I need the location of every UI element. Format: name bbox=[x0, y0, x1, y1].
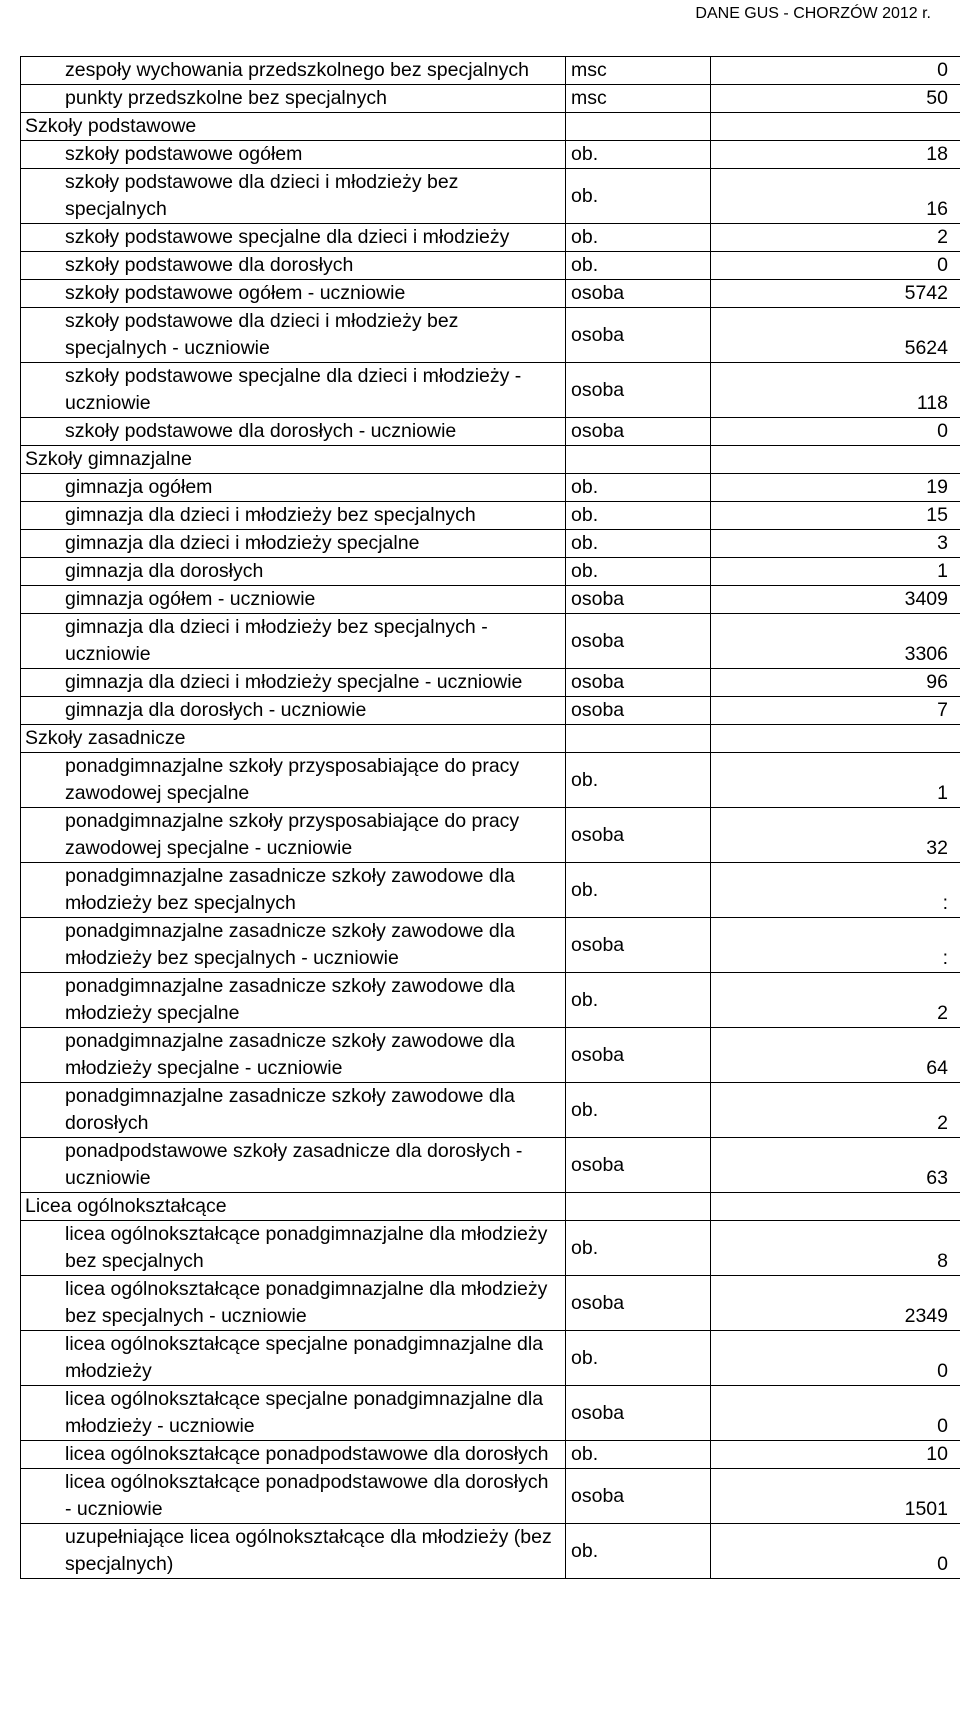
table-row bbox=[21, 1331, 960, 1386]
row-label: ponadgimnazjalne zasadnicze szkoły zawodowe dla młodzieży bez specjalnych - uczniowie bbox=[21, 918, 566, 973]
table-row bbox=[21, 85, 960, 113]
row-value: 16 bbox=[711, 169, 960, 224]
row-label: Licea ogólnokształcące bbox=[21, 1193, 566, 1221]
row-value: 19 bbox=[711, 474, 960, 502]
row-value: 3409 bbox=[711, 586, 960, 614]
table-row bbox=[21, 1221, 960, 1276]
row-unit: ob. bbox=[566, 753, 711, 808]
row-unit: ob. bbox=[566, 1441, 711, 1469]
row-label: licea ogólnokształcące ponadgimnazjalne dla młodzieży bez specjalnych - uczniowie bbox=[21, 1276, 566, 1331]
row-label: gimnazja dla dzieci i młodzieży bez specjalnych - uczniowie bbox=[21, 614, 566, 669]
row-label: Szkoły podstawowe bbox=[21, 113, 566, 141]
row-value: 0 bbox=[711, 252, 960, 280]
row-label: gimnazja dla dzieci i młodzieży bez specjalnych bbox=[21, 502, 566, 530]
row-unit: ob. bbox=[566, 252, 711, 280]
row-unit: ob. bbox=[566, 973, 711, 1028]
row-label: szkoły podstawowe dla dzieci i młodzieży bez specjalnych - uczniowie bbox=[21, 308, 566, 363]
category-row bbox=[21, 113, 960, 141]
row-label: gimnazja dla dzieci i młodzieży specjalne bbox=[21, 530, 566, 558]
row-label: gimnazja dla dzieci i młodzieży specjalne - uczniowie bbox=[21, 669, 566, 697]
row-unit: ob. bbox=[566, 558, 711, 586]
row-label: licea ogólnokształcące specjalne ponadgimnazjalne dla młodzieży - uczniowie bbox=[21, 1386, 566, 1441]
row-unit bbox=[566, 113, 711, 141]
row-value bbox=[711, 446, 960, 474]
row-label: uzupełniające licea ogólnokształcące dla młodzieży (bez specjalnych) bbox=[21, 1524, 566, 1579]
row-value: 0 bbox=[711, 1331, 960, 1386]
table-row bbox=[21, 418, 960, 446]
row-value: : bbox=[711, 863, 960, 918]
row-label: punkty przedszkolne bez specjalnych bbox=[21, 85, 566, 113]
row-value: 0 bbox=[711, 418, 960, 446]
table-row bbox=[21, 1138, 960, 1193]
table-row bbox=[21, 57, 960, 85]
row-label: zespoły wychowania przedszkolnego bez specjalnych bbox=[21, 57, 566, 85]
row-value: 63 bbox=[711, 1138, 960, 1193]
row-unit bbox=[566, 446, 711, 474]
row-unit: osoba bbox=[566, 308, 711, 363]
row-unit bbox=[566, 725, 711, 753]
row-unit: osoba bbox=[566, 1138, 711, 1193]
row-label: ponadgimnazjalne szkoły przysposabiające do pracy zawodowej specjalne - uczniowie bbox=[21, 808, 566, 863]
row-label: licea ogólnokształcące ponadgimnazjalne dla młodzieży bez specjalnych bbox=[21, 1221, 566, 1276]
row-value: 0 bbox=[711, 1386, 960, 1441]
row-unit: osoba bbox=[566, 1469, 711, 1524]
table-row bbox=[21, 1083, 960, 1138]
table-row bbox=[21, 474, 960, 502]
table-row bbox=[21, 141, 960, 169]
table-row bbox=[21, 614, 960, 669]
row-value bbox=[711, 113, 960, 141]
row-unit: ob. bbox=[566, 141, 711, 169]
table-row bbox=[21, 1386, 960, 1441]
row-value bbox=[711, 1193, 960, 1221]
category-row bbox=[21, 725, 960, 753]
table-row bbox=[21, 252, 960, 280]
row-value: 15 bbox=[711, 502, 960, 530]
row-value: 3 bbox=[711, 530, 960, 558]
row-value: 18 bbox=[711, 141, 960, 169]
table-row bbox=[21, 1524, 960, 1579]
row-unit: msc bbox=[566, 57, 711, 85]
row-unit: osoba bbox=[566, 586, 711, 614]
row-label: Szkoły gimnazjalne bbox=[21, 446, 566, 474]
row-label: licea ogólnokształcące ponadpodstawowe dla dorosłych - uczniowie bbox=[21, 1469, 566, 1524]
row-value: 7 bbox=[711, 697, 960, 725]
table-row bbox=[21, 1469, 960, 1524]
table-row bbox=[21, 224, 960, 252]
row-unit: ob. bbox=[566, 502, 711, 530]
row-unit: ob. bbox=[566, 474, 711, 502]
row-label: Szkoły zasadnicze bbox=[21, 725, 566, 753]
row-value: 5624 bbox=[711, 308, 960, 363]
table-row bbox=[21, 558, 960, 586]
row-label: szkoły podstawowe dla dzieci i młodzieży bez specjalnych bbox=[21, 169, 566, 224]
page-header: DANE GUS - CHORZÓW 2012 r. bbox=[695, 5, 931, 22]
row-value: 2 bbox=[711, 973, 960, 1028]
row-unit: osoba bbox=[566, 418, 711, 446]
row-unit: ob. bbox=[566, 863, 711, 918]
row-value: 0 bbox=[711, 57, 960, 85]
row-value: 64 bbox=[711, 1028, 960, 1083]
row-label: gimnazja dla dorosłych - uczniowie bbox=[21, 697, 566, 725]
row-value: 1 bbox=[711, 558, 960, 586]
row-unit: osoba bbox=[566, 697, 711, 725]
row-value: : bbox=[711, 918, 960, 973]
table-row bbox=[21, 753, 960, 808]
table-row bbox=[21, 169, 960, 224]
row-unit bbox=[566, 1193, 711, 1221]
row-unit: osoba bbox=[566, 614, 711, 669]
row-label: ponadgimnazjalne szkoły przysposabiające do pracy zawodowej specjalne bbox=[21, 753, 566, 808]
row-label: gimnazja ogółem bbox=[21, 474, 566, 502]
table-row bbox=[21, 363, 960, 418]
row-label: szkoły podstawowe specjalne dla dzieci i młodzieży bbox=[21, 224, 566, 252]
row-value: 10 bbox=[711, 1441, 960, 1469]
statistics-table bbox=[20, 56, 960, 1579]
table-row bbox=[21, 669, 960, 697]
table-row bbox=[21, 586, 960, 614]
row-label: gimnazja dla dorosłych bbox=[21, 558, 566, 586]
row-unit: osoba bbox=[566, 1386, 711, 1441]
table-row bbox=[21, 697, 960, 725]
row-value: 1501 bbox=[711, 1469, 960, 1524]
table-row bbox=[21, 1276, 960, 1331]
table-row bbox=[21, 530, 960, 558]
row-value: 3306 bbox=[711, 614, 960, 669]
row-value: 1 bbox=[711, 753, 960, 808]
row-label: ponadgimnazjalne zasadnicze szkoły zawodowe dla młodzieży bez specjalnych bbox=[21, 863, 566, 918]
table-row bbox=[21, 502, 960, 530]
row-value: 2 bbox=[711, 1083, 960, 1138]
row-value: 2349 bbox=[711, 1276, 960, 1331]
row-value: 2 bbox=[711, 224, 960, 252]
row-value: 32 bbox=[711, 808, 960, 863]
row-unit: osoba bbox=[566, 808, 711, 863]
row-label: szkoły podstawowe specjalne dla dzieci i młodzieży - uczniowie bbox=[21, 363, 566, 418]
row-label: licea ogólnokształcące ponadpodstawowe dla dorosłych bbox=[21, 1441, 566, 1469]
row-label: szkoły podstawowe ogółem - uczniowie bbox=[21, 280, 566, 308]
row-unit: ob. bbox=[566, 1083, 711, 1138]
row-unit: ob. bbox=[566, 1221, 711, 1276]
category-row bbox=[21, 446, 960, 474]
row-unit: msc bbox=[566, 85, 711, 113]
row-value: 50 bbox=[711, 85, 960, 113]
table-body bbox=[21, 57, 960, 1579]
row-label: szkoły podstawowe dla dorosłych - uczniowie bbox=[21, 418, 566, 446]
table-row bbox=[21, 280, 960, 308]
row-unit: ob. bbox=[566, 1524, 711, 1579]
row-value: 96 bbox=[711, 669, 960, 697]
row-unit: osoba bbox=[566, 280, 711, 308]
table-row bbox=[21, 308, 960, 363]
row-unit: osoba bbox=[566, 363, 711, 418]
table-row bbox=[21, 808, 960, 863]
row-unit: ob. bbox=[566, 530, 711, 558]
category-row bbox=[21, 1193, 960, 1221]
row-value: 5742 bbox=[711, 280, 960, 308]
row-label: szkoły podstawowe ogółem bbox=[21, 141, 566, 169]
row-label: ponadgimnazjalne zasadnicze szkoły zawodowe dla młodzieży specjalne - uczniowie bbox=[21, 1028, 566, 1083]
row-unit: ob. bbox=[566, 169, 711, 224]
table-row bbox=[21, 863, 960, 918]
row-label: ponadgimnazjalne zasadnicze szkoły zawodowe dla młodzieży specjalne bbox=[21, 973, 566, 1028]
row-label: licea ogólnokształcące specjalne ponadgimnazjalne dla młodzieży bbox=[21, 1331, 566, 1386]
row-label: ponadpodstawowe szkoły zasadnicze dla dorosłych - uczniowie bbox=[21, 1138, 566, 1193]
table-row bbox=[21, 973, 960, 1028]
row-value bbox=[711, 725, 960, 753]
row-value: 8 bbox=[711, 1221, 960, 1276]
table-row bbox=[21, 1441, 960, 1469]
row-value: 0 bbox=[711, 1524, 960, 1579]
row-label: gimnazja ogółem - uczniowie bbox=[21, 586, 566, 614]
row-unit: osoba bbox=[566, 918, 711, 973]
row-unit: osoba bbox=[566, 669, 711, 697]
row-unit: ob. bbox=[566, 1331, 711, 1386]
table-row bbox=[21, 1028, 960, 1083]
row-unit: osoba bbox=[566, 1276, 711, 1331]
row-label: szkoły podstawowe dla dorosłych bbox=[21, 252, 566, 280]
row-value: 118 bbox=[711, 363, 960, 418]
row-unit: osoba bbox=[566, 1028, 711, 1083]
table-row bbox=[21, 918, 960, 973]
row-unit: ob. bbox=[566, 224, 711, 252]
row-label: ponadgimnazjalne zasadnicze szkoły zawodowe dla dorosłych bbox=[21, 1083, 566, 1138]
